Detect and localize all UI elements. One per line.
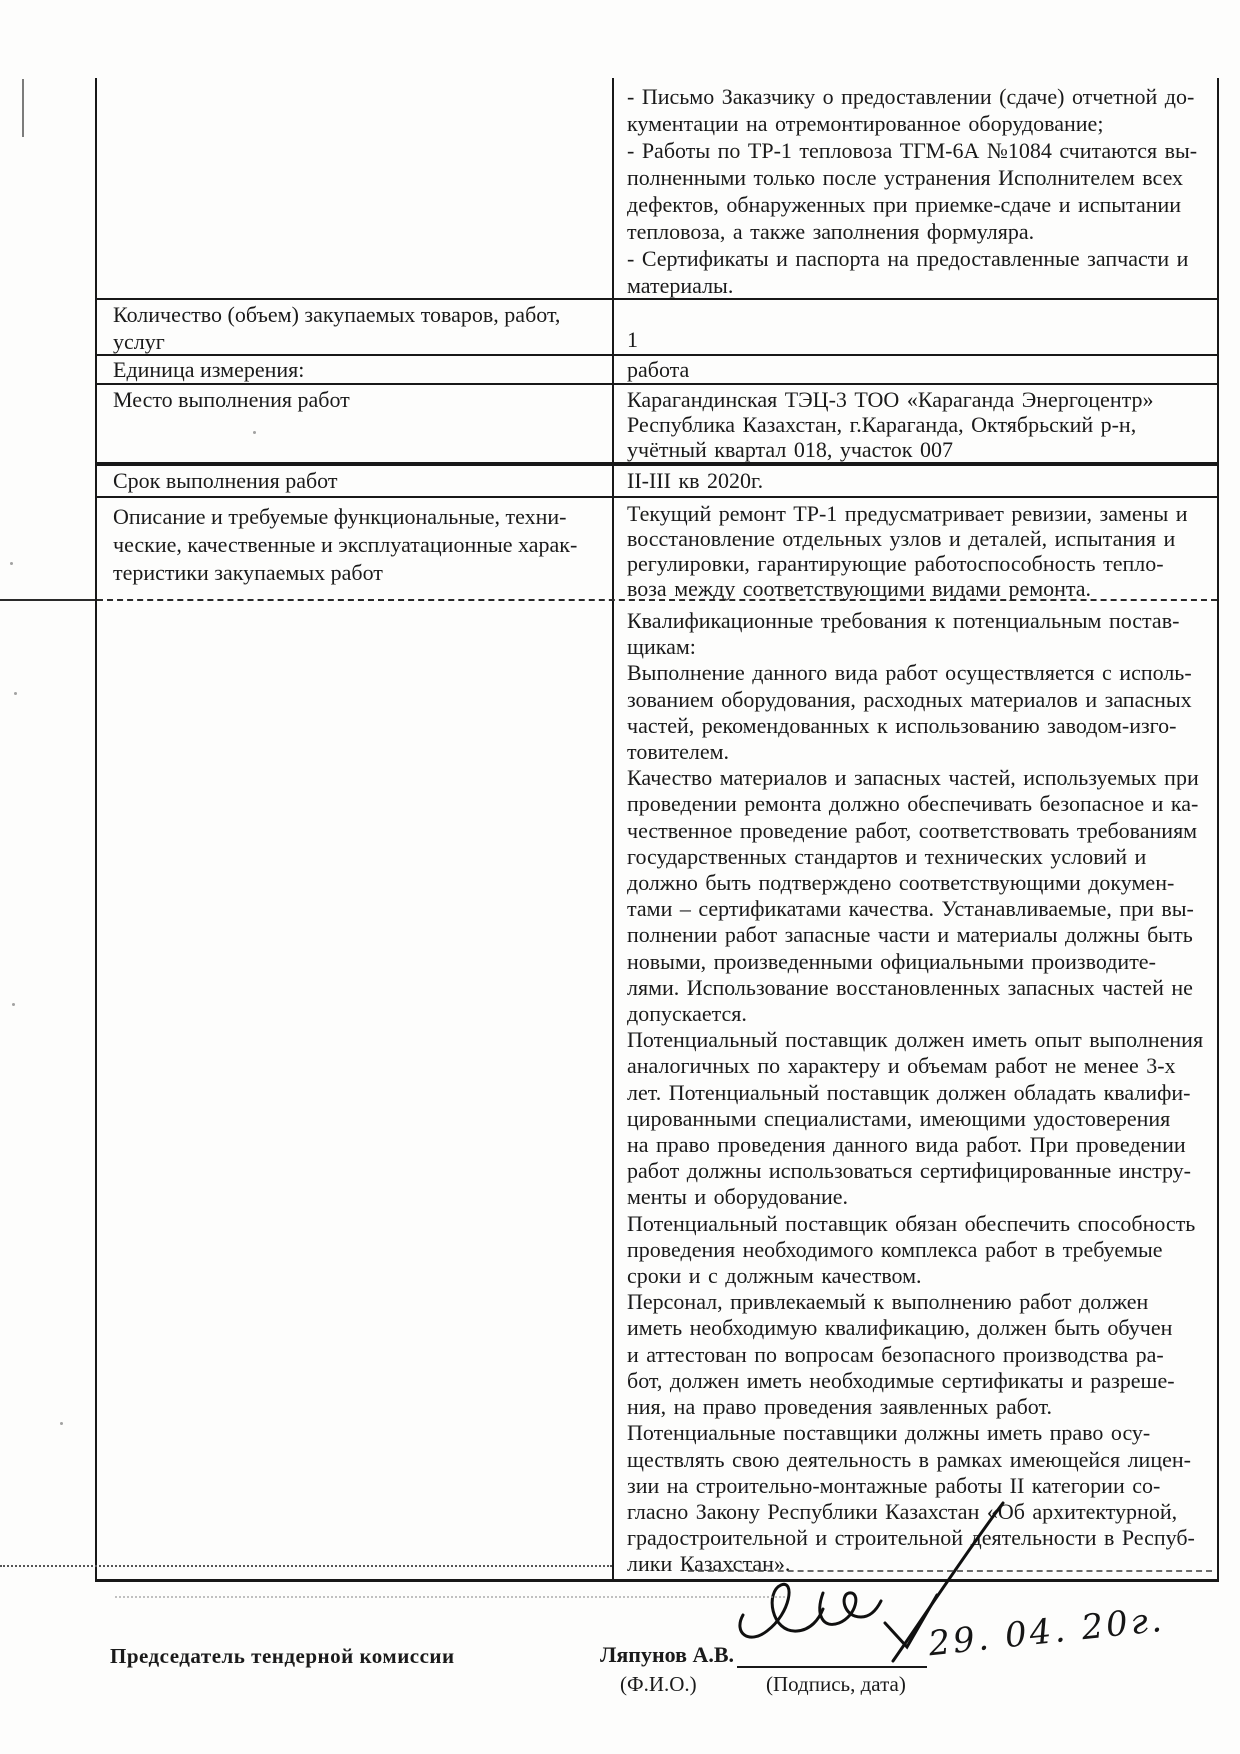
table-row-continuation (97, 78, 1217, 300)
scan-speck (10, 562, 13, 565)
row-value-cell: Карагандинская ТЭЦ-3 ТОО «Караганда Энергоцентр» Республика Казахстан, г.Караганда, Октябрьский р-н, учётный квартал 018, участок 007 (627, 387, 1154, 462)
signatory-name: Ляпунов А.В. (600, 1642, 735, 1667)
row-value-cell: работа (627, 357, 690, 382)
fio-caption: (Ф.И.О.) (620, 1672, 697, 1696)
row-label-cell: Количество (объем) закупаемых товаров, работ, услуг (97, 300, 614, 354)
row-value-cell: Текущий ремонт ТР-1 предусматривает ревизии, замены и восстановление отдельных узлов и деталей, испытания и регулировки, гарантирующие работоспособность тепло- воза между соответствующими видами ремонта. (627, 501, 1188, 601)
signature-caption: (Подпись, дата) (766, 1672, 906, 1696)
scan-artifact-under-border-dots (115, 1596, 785, 1598)
row-label-cell: Единица измерения: (97, 356, 614, 383)
row-value-cell: II-III кв 2020г. (627, 468, 764, 493)
row-label-cell: Место выполнения работ (97, 385, 614, 462)
table-row-term (97, 466, 1217, 498)
specification-table (95, 78, 1219, 1582)
row-label-cell (97, 601, 614, 1579)
scan-speck (12, 1003, 15, 1006)
scan-speck (14, 692, 17, 695)
table-row-unit (97, 356, 1217, 385)
row-value-cell: - Письмо Заказчику о предоставлении (сдаче) отчетной до- кументации на отремонтированное оборудование; - Работы по ТР-1 тепловоза ТГМ-6А №1084 считаются вы- полненными только после устранения Исполнителем всех дефектов, обнаруженных при приемке-сдаче и испытании тепловоза, а также заполнения формуляра. - Сертификаты и паспорта на предоставленные запчасти и материалы. (627, 84, 1198, 298)
row-value-cell: Квалификационные требования к потенциальным постав- щикам: Выполнение данного вида работ осуществляется с исполь- зованием оборудования, расходных материалов и запасных частей, рекомендованных к использованию заводом-изго- товителем. Качество материалов и запасных частей, используемых при проведении ремонта должно обеспечивать безопасное и ка- чественное проведение работ, соответствовать требованиям государственных стандартов и технических условий и должно быть подтверждено соответствующими докумен- тами – сертификатами качества. Устанавливаемые, при вы- полнении работ запасные части и материалы должны быть новыми, произведенными официальными производите- лями. Использование восстановленных запасных частей не допускается. Потенциальный поставщик должен иметь опыт выполнения аналогичных по характеру и объемам работ не менее 3-х лет. Потенциальный поставщик должен обладать квалифи- цированными специалистами, имеющими удостоверения на право проведения данного вида работ. При проведении работ должны использоваться сертифицированные инстру- менты и оборудование. Потенциальный поставщик обязан обеспечить способность проведения необходимого комплекса работ в требуемые сроки и с должным качеством. Персонал, привлекаемый к выполнению работ должен иметь необходимую квалификацию, должен быть обучен и аттестован по вопросам безопасного производства ра- бот, должен иметь необходимые сертификаты и разреше- ния, на право проведения заявленных работ. Потенциальные поставщики должны иметь право осу- ществлять свою деятельность в рамках имеющейся лицен- зии на строительно-монтажные работы II категории со- гласно Закону Республики Казахстан «Об архитектурной, градостроительной и строительной деятельности в Респуб- лики Казахстан». (627, 608, 1204, 1577)
row-label-cell: Описание и требуемые функциональные, техни- ческие, качественные и эксплуатационные харак- теристики закупаемых работ (97, 498, 614, 599)
scan-speck (253, 431, 256, 434)
row-label-cell: Срок выполнения работ (97, 466, 614, 496)
table-row-place (97, 385, 1217, 466)
scan-artifact-pagebreak-left (0, 599, 95, 601)
scan-artifact-dashes (688, 1570, 1212, 1572)
table-row-description (97, 498, 1217, 601)
handwritten-date: 29. 04. 20г. (926, 1599, 1167, 1665)
scan-speck (60, 1422, 63, 1425)
row-value-cell: 1 (627, 327, 638, 352)
tender-chairman-label: Председатель тендерной комиссии (110, 1644, 455, 1668)
scan-artifact-margin-mark (22, 79, 24, 137)
scan-artifact-dotted-line (0, 1565, 612, 1567)
table-row-quantity (97, 300, 1217, 356)
table-row-qualification (97, 601, 1217, 1582)
row-label-cell (97, 78, 614, 298)
